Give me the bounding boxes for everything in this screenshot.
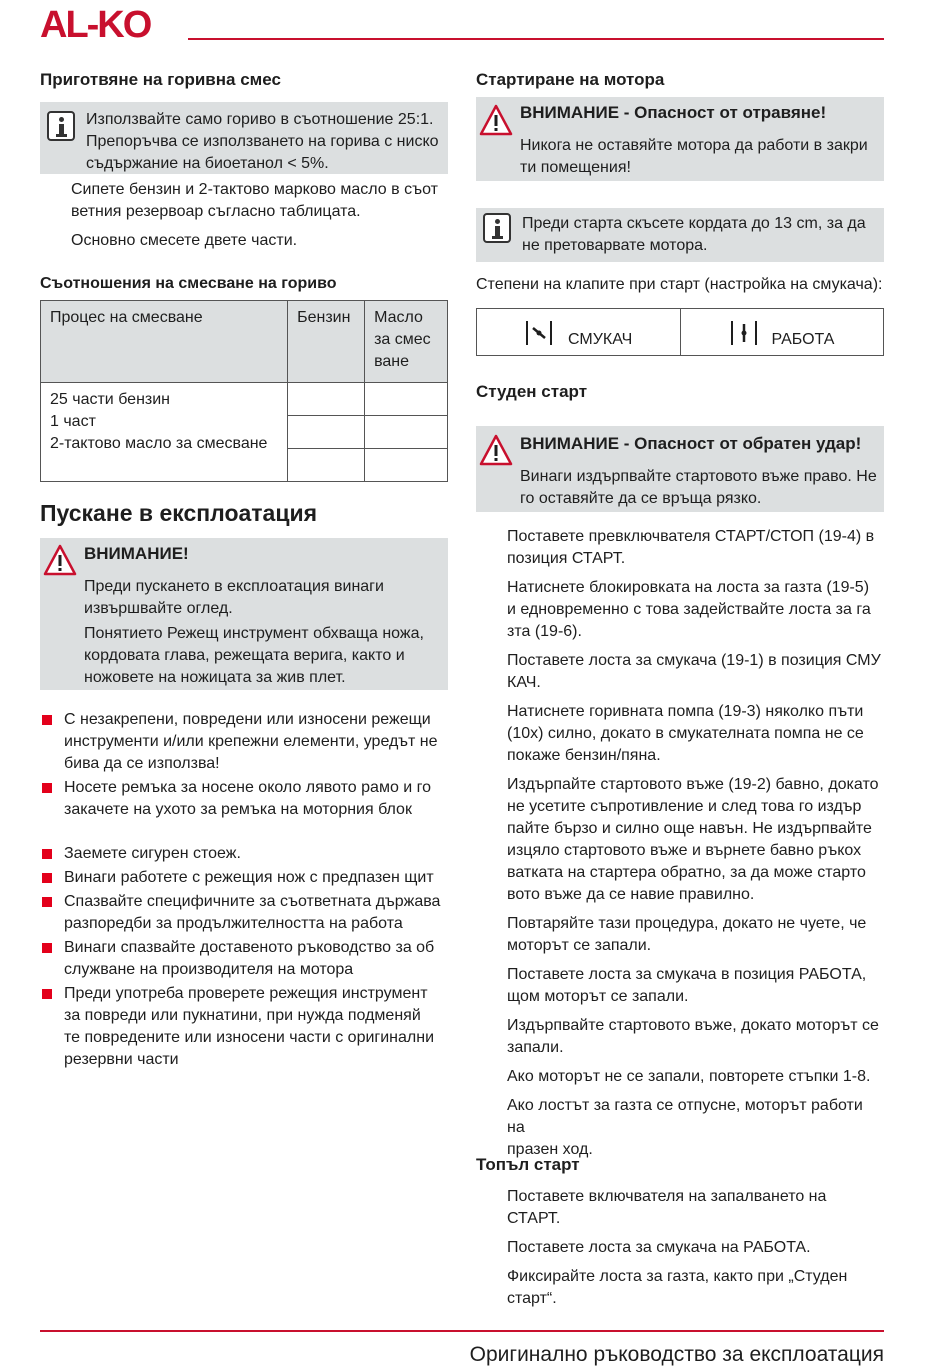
warm-start-heading: Топъл старт [476, 1155, 580, 1174]
list-item: Винаги работете с режещия нож с предпазен щит [40, 867, 448, 889]
step: Натиснете горивната помпа (19-3) няколко пъти (10x) силно, докато в смукателната помпа не се покаже бензин/пяна. [507, 703, 864, 764]
run-label: РАБОТА [771, 331, 835, 348]
warning-text-1: Преди пускането в експлоатация винаги извършвайте оглед. [84, 578, 384, 617]
choke-table [476, 308, 884, 356]
cold-start-heading: Студен старт [476, 382, 588, 401]
cold-start-steps [507, 526, 884, 1161]
poison-text: Никога не оставяйте мотора да работи в закри ти помещения! [520, 137, 868, 176]
cord-info-text: Преди старта скъсете кордата до 13 cm, за да не претоварвате мотора. [522, 215, 866, 254]
table-cell [288, 416, 365, 449]
choke-intro: Степени на клапите при старт (настройка на смукача): [476, 276, 883, 293]
ratio-heading: Съотношения на смесване на гориво [40, 275, 337, 292]
header-oil: Масло за смес ване [365, 301, 448, 383]
step: Поставете лоста за смукача в позиция РАБОТА, щом моторът се запали. [507, 966, 867, 1005]
table-cell [288, 449, 365, 482]
step: Ако лостът за газта се отпусне, моторът работи на празен ход. [507, 1097, 863, 1158]
choke-icon [524, 319, 554, 347]
fuel-heading: Приготвяне на горивна смес [40, 70, 281, 89]
step: Издърпвайте стартовото въже, докато моторът се запали. [507, 1017, 879, 1056]
list-item: Спазвайте специфичните за съответната държава разпоредби за продължителността на работа [40, 891, 448, 935]
choke-label: СМУКАЧ [568, 331, 633, 348]
info-icon [47, 111, 75, 141]
poison-title: ВНИМАНИЕ - Опасност от отравяне! [520, 103, 827, 122]
footer-title: Оригинално ръководство за експлоатация [469, 1343, 884, 1366]
kickback-title: ВНИМАНИЕ - Опасност от обратен удар! [520, 434, 862, 453]
list-item: Носете ремъка за носене около лявото рамо и го закачете на ухото за ремъка на моторния блок [40, 777, 448, 821]
kickback-text: Винаги издърпвайте стартовото въже право. Не го оставяйте да се връща рязко. [520, 468, 877, 507]
warning-text-2: Понятието Режещ инструмент обхваща ножа, кордовата глава, режещата верига, както и ножовете на ножицата за жив плет. [84, 625, 424, 686]
step: Издърпайте стартовото въже (19-2) бавно, докато не усетите съпротивление и след това го издър пайте бързо и силно още навън. Не издърпвайте изцяло стартовото въже и върнете бавно ръкох ватката на стартера обратно, за да може старто вото въже да се навие правилно. [507, 776, 879, 903]
warning-box [40, 538, 448, 690]
kickback-warning-box [476, 426, 884, 512]
step: Поставете включвателя на запалването на СТАРТ. [507, 1188, 827, 1227]
run-icon [729, 319, 759, 347]
fuel-info-box [40, 102, 448, 174]
start-heading: Стартиране на мотора [476, 70, 665, 89]
step: Поставете превключвателя СТАРТ/СТОП (19-4) в позиция СТАРТ. [507, 528, 875, 567]
mix-table [40, 300, 448, 482]
svg-text:AL-KO: AL-KO [40, 4, 151, 44]
commission-heading: Пускане в експлоатация [40, 500, 318, 526]
warning-title: ВНИМАНИЕ! [84, 544, 189, 563]
fuel-info-text: Използвайте само гориво в съотношение 25:1. Препоръчва се използването на горива с ниско съдържание на биоетанол < 5%. [86, 111, 439, 172]
step: Ако моторът не се запали, повторете стъпки 1-8. [507, 1068, 871, 1085]
step: Фиксирайте лоста за газта, както при „Студен старт“. [507, 1268, 848, 1307]
header-rule [188, 38, 884, 40]
fuel-step-1: Сипете бензин и 2-тактово марково масло в съот ветния резервоар съгласно таблицата. [71, 181, 438, 220]
list-item: Преди употреба проверете режещия инструмент за повреди или пукнатини, при нужда подменяй те повредените или износени части с оригинални резервни части [40, 983, 448, 1071]
list-item: Винаги спазвайте доставеното ръководство за об служване на производителя на мотора [40, 937, 448, 981]
step: Натиснете блокировката на лоста за газта (19-5) и едновременно с това задействайте лоста за га зта (19-6). [507, 579, 871, 640]
warning-icon [43, 544, 77, 576]
fuel-step-2: Основно смесете двете части. [71, 232, 298, 249]
list-item: Заемете сигурен стоеж. [40, 843, 448, 865]
table-cell [365, 383, 448, 416]
poison-warning-box [476, 97, 884, 181]
brand-logo [40, 4, 182, 44]
table-cell [288, 383, 365, 416]
choke-cell [477, 309, 680, 355]
footer-rule [40, 1330, 884, 1332]
run-cell [680, 309, 884, 355]
table-header-row [41, 301, 448, 383]
table-cell [365, 449, 448, 482]
header-petrol: Бензин [288, 301, 365, 383]
warm-start-steps [507, 1186, 884, 1310]
info-icon [483, 213, 511, 243]
cord-info-box [476, 208, 884, 262]
step: Поставете лоста за смукача (19-1) в позиция СМУ КАЧ. [507, 652, 881, 691]
table-cell [365, 416, 448, 449]
warning-icon [479, 434, 513, 466]
table-row [41, 383, 448, 416]
safety-list [40, 709, 448, 1071]
warning-icon [479, 104, 513, 136]
step: Поставете лоста за смукача на РАБОТА. [507, 1239, 811, 1256]
header-process: Процес на смесване [41, 301, 288, 383]
step: Повтаряйте тази процедура, докато не чуете, че моторът се запали. [507, 915, 867, 954]
list-item: С незакрепени, повредени или износени режещи инструменти и/или крепежни елементи, уредът не бива да се използва! [40, 709, 448, 775]
row-label: 25 части бензин 1 част 2-тактово масло за смесване [41, 383, 288, 482]
